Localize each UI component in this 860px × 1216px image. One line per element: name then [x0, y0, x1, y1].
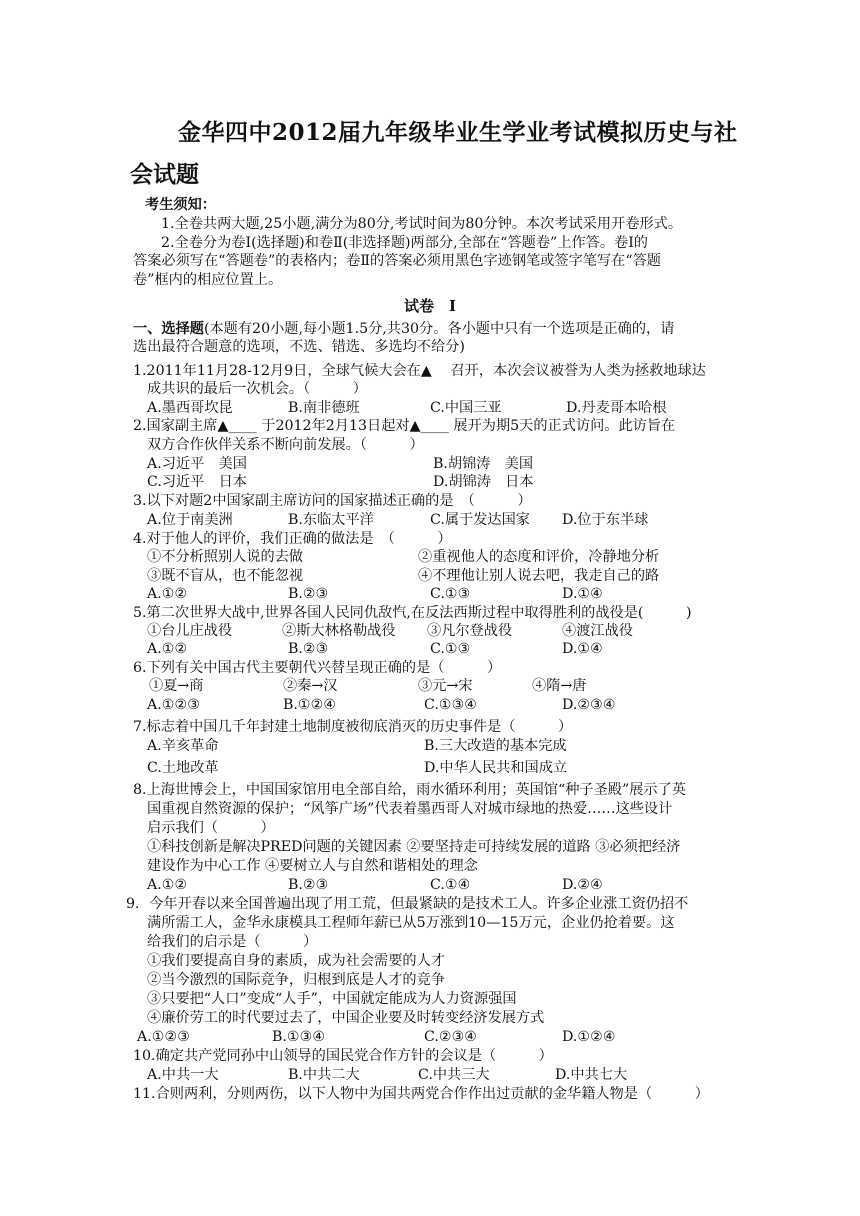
option-d: D.中共七大 [555, 1067, 628, 1083]
option-a: A.墨西哥坎昆 [147, 400, 233, 416]
statement-2: ②当今激烈的国际竞争，归根到底是人才的竞争 [147, 972, 445, 988]
option-b: B.②③ [288, 586, 329, 602]
option-b: B.胡锦涛 美国 [433, 456, 534, 472]
option-b: B.东临太平洋 [288, 512, 374, 528]
statement-1: ①夏→商 [149, 678, 204, 694]
option-d: D.位于东半球 [562, 512, 649, 528]
question-line: 成共识的最后一次机会。（ ） [147, 381, 367, 397]
option-a: A.辛亥革命 [147, 738, 219, 754]
question-6: 6.下列有关中国古代主要朝代兴替呈现正确的是（ ） [133, 660, 502, 676]
option-a: A.中共一大 [147, 1067, 219, 1083]
statement-3: ③凡尔登战役 [427, 623, 513, 639]
option-d: D.①②④ [562, 1029, 616, 1045]
notice-line: 1.全卷共两大题,25小题,满分为80分,考试时间为80分钟。本次考试采用开卷形式。 [161, 216, 683, 232]
section-instructions: (本题有20小题,每小题1.5分,共30分。各小题中只有一个选项是正确的，请 [203, 321, 675, 337]
option-c: C.习近平 日本 [147, 474, 247, 490]
statements: ①科技创新是解决PRED问题的关键因素 ②要坚持走可持续发展的道路 ③必须把经济 [147, 839, 681, 855]
option-c: C.中国三亚 [430, 400, 502, 416]
option-a: A.①② [147, 641, 188, 657]
notice-line: 2.全卷分为卷Ⅰ(选择题)和卷Ⅱ(非选择题)两部分,全部在“答题卷”上作答。卷Ⅰ的 [161, 235, 648, 251]
question-line: 启示我们（ ） [147, 820, 275, 836]
statement-1: ①我们要提高自身的素质，成为社会需要的人才 [147, 953, 445, 969]
exam-title-continued: 会试题 [130, 161, 199, 188]
option-c: C.①③ [430, 641, 471, 657]
option-b: B.①③④ [272, 1029, 326, 1045]
option-b: B.②③ [288, 641, 329, 657]
statement-4: ④不理他让别人说去吧，我走自己的路 [418, 568, 660, 584]
option-d: D.①④ [562, 586, 603, 602]
option-b: B.①②④ [283, 697, 337, 713]
question-10: 10.确定共产党同孙中山领导的国民党合作方针的会议是（ ） [133, 1048, 553, 1064]
option-b: B.三大改造的基本完成 [424, 738, 567, 754]
statement-4: ④隋→唐 [532, 678, 587, 694]
option-a: A.习近平 美国 [147, 456, 247, 472]
question-7: 7.标志着中国几千年封建土地制度被彻底消灭的历史事件是（ ） [133, 719, 573, 735]
option-c: C.土地改革 [147, 760, 219, 776]
question-4: 4.对于他人的评价，我们正确的做法是 （ ） [133, 531, 452, 547]
question-2: 2.国家副主席▲____ 于2012年2月13日起对▲____ 展开为期5天的正式访问。此访旨在 [133, 418, 676, 434]
statement-2: ②重视他人的态度和评价，冷静地分析 [418, 549, 660, 565]
option-a: A.①② [147, 877, 188, 893]
statement-4: ④廉价劳工的时代要过去了，中国企业要及时转变经济发展方式 [147, 1010, 545, 1026]
notice-line: 答案必须写在“答题卷”的表格内；卷Ⅱ的答案必须用黑色字迹钢笔或签字笔写在“答题 [133, 253, 661, 269]
statement-3: ③元→宋 [418, 678, 473, 694]
question-line: 双方合作伙伴关系不断向前发展。（ ） [147, 437, 424, 453]
option-c: C.①④ [430, 877, 471, 893]
question-5: 5.第二次世界大战中,世界各国人民同仇敌忾,在反法西斯过程中取得胜利的战役是( ) [133, 605, 692, 621]
statements: 建设作为中心工作 ④要树立人与自然和谐相处的理念 [147, 858, 478, 874]
option-b: B.南非德班 [288, 400, 360, 416]
question-8: 8.上海世博会上，中国国家馆用电全部自给，雨水循环利用；英国馆“种子圣殿”展示了英 [133, 782, 686, 798]
section-heading [133, 320, 674, 338]
statement-3: ③只要把“人口”变成“人手”，中国就定能成为人力资源强国 [147, 991, 517, 1007]
question-line: 给我们的启示是（ ） [147, 934, 318, 950]
question-line: 国重视自然资源的保护；“风筝广场”代表着墨西哥人对城市绿地的热爱……这些设计 [147, 801, 673, 817]
statement-4: ④渡江战役 [562, 623, 633, 639]
statement-2: ②秦→汉 [283, 678, 338, 694]
exam-title: 金华四中2012届九年级毕业生学业考试模拟历史与社 [178, 119, 738, 146]
question-3: 3.以下对题2中国家副主席访问的国家描述正确的是 （ ） [133, 493, 532, 509]
statement-1: ①不分析照别人说的去做 [147, 549, 304, 565]
option-d: D.中华人民共和国成立 [424, 760, 568, 776]
option-c: C.①③ [430, 586, 471, 602]
option-b: B.中共二大 [288, 1067, 360, 1083]
notice-line: 卷”框内的相应位置上。 [133, 272, 283, 288]
option-c: C.②③④ [424, 1029, 478, 1045]
part-title: 试卷 Ⅰ [403, 297, 457, 315]
option-d: D.①④ [562, 641, 603, 657]
option-a: A.①② [147, 586, 188, 602]
question-1: 1.2011年11月28-12月9日，全球气候大会在▲ 召开，本次会议被誉为人类为拯救地球达 [133, 363, 706, 379]
option-d: D.胡锦涛 日本 [433, 474, 534, 490]
option-a: A.①②③ [147, 697, 200, 713]
statement-1: ①台儿庄战役 [147, 623, 233, 639]
section-label: 一、选择题 [133, 321, 204, 337]
option-d: D.丹麦哥本哈根 [566, 400, 667, 416]
statement-3: ③既不盲从，也不能忽视 [147, 568, 304, 584]
option-a: A.①②③ [137, 1029, 190, 1045]
option-b: B.②③ [288, 877, 329, 893]
option-c: C.中共三大 [418, 1067, 490, 1083]
option-d: D.②③④ [562, 697, 616, 713]
statement-2: ②斯大林格勒战役 [282, 623, 396, 639]
option-d: D.②④ [562, 877, 603, 893]
notice-heading: 考生须知： [145, 197, 216, 213]
option-a: A.位于南美洲 [147, 512, 233, 528]
option-c: C.①③④ [424, 697, 478, 713]
section-instructions-line: 选出最符合题意的选项，不选、错选、多选均不给分) [133, 339, 465, 355]
question-11: 11.合则两利，分则两伤，以下人物中为国共两党合作作出过贡献的金华籍人物是（ ） [133, 1086, 709, 1102]
question-9: 9．今年开春以来全国普遍出现了用工荒，但最紧缺的是技术工人。许多企业涨工资仍招不 [126, 896, 689, 912]
option-c: C.属于发达国家 [430, 512, 530, 528]
question-line: 满所需工人，金华永康模具工程师年薪已从5万涨到10—15万元，企业仍抢着要。这 [147, 915, 675, 931]
